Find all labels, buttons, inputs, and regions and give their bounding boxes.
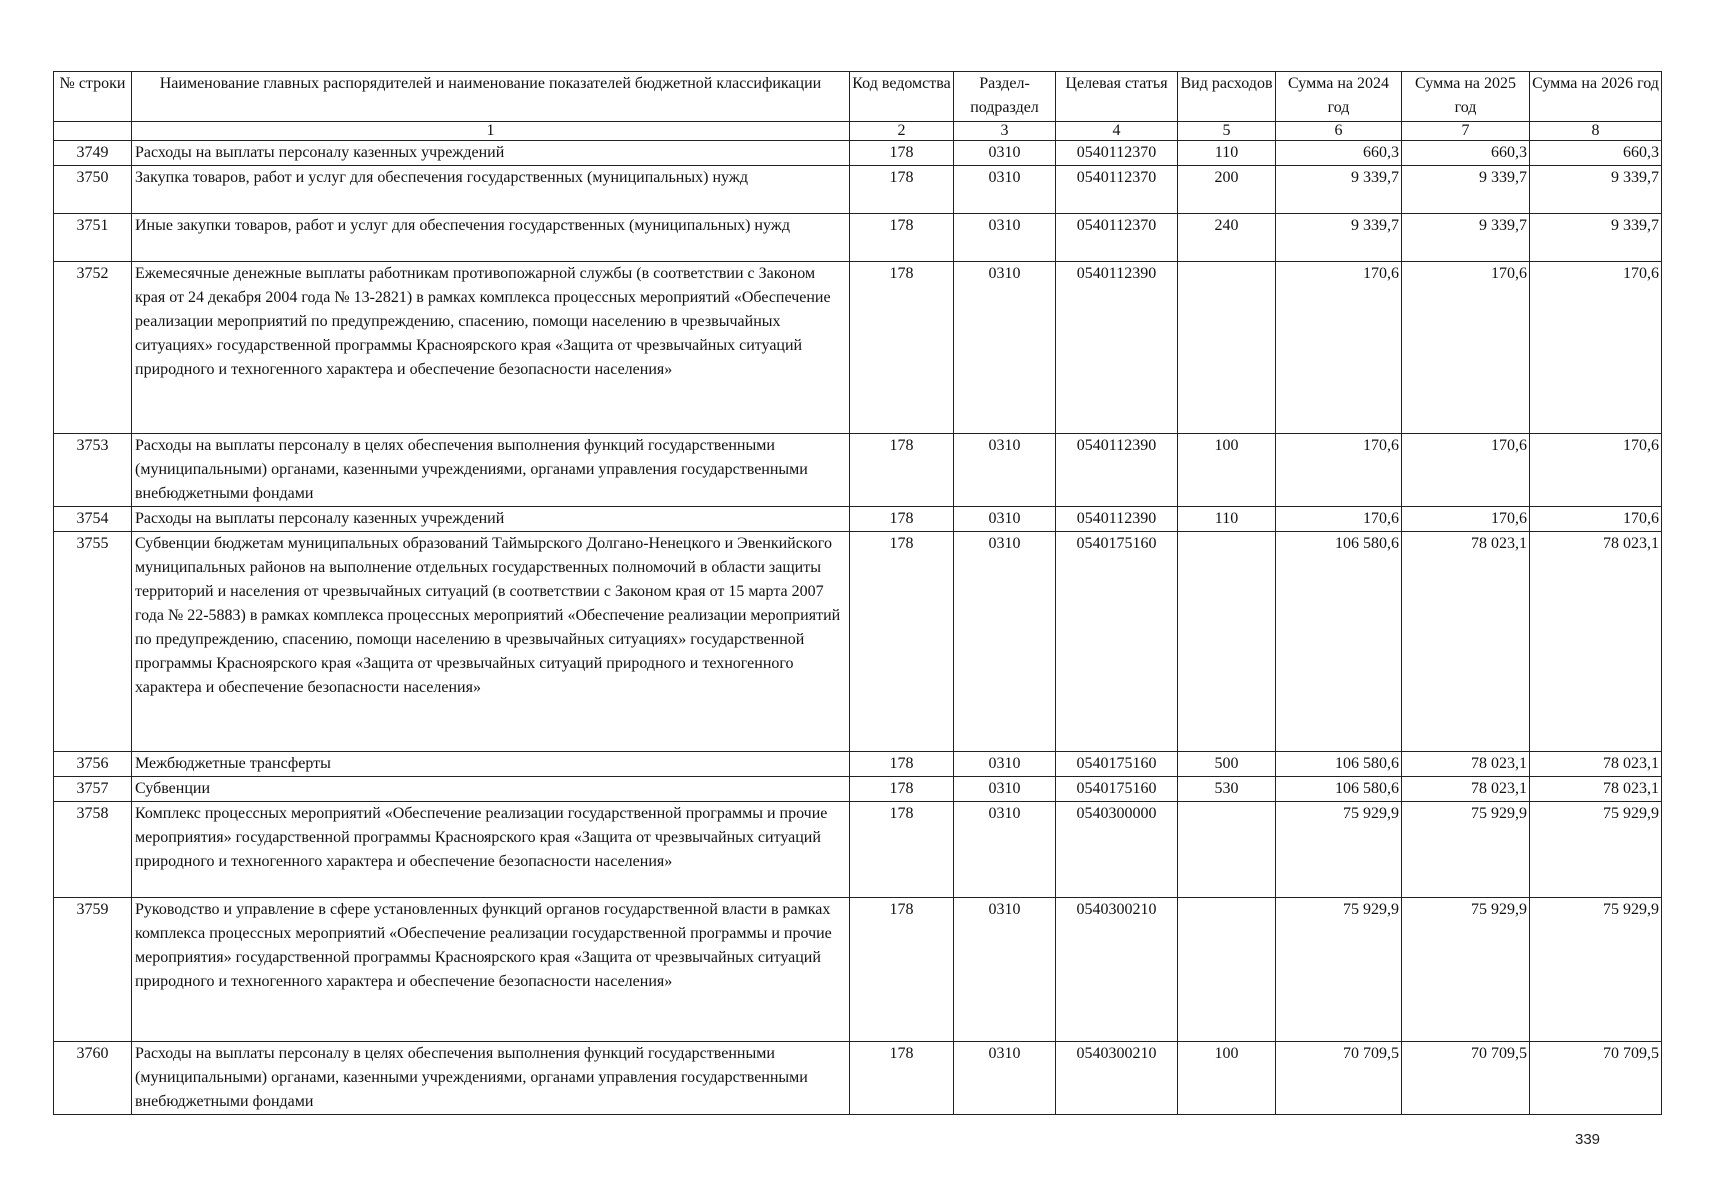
row-target-article: 0540300210 bbox=[1056, 898, 1178, 1042]
row-number: 3752 bbox=[54, 262, 132, 434]
row-department-code: 178 bbox=[850, 507, 954, 532]
row-target-article: 0540112370 bbox=[1056, 141, 1178, 166]
row-section: 0310 bbox=[954, 898, 1056, 1042]
row-name: Руководство и управление в сфере установленных функций органов государственной власти в рамках комплекса процессных мероприятий «Обеспечение реализации государственной программы и прочие мероприятия» государственной программы Красноярского края «Защита от чрезвычайных ситуаций природного и техногенного характера и обеспечение безопасности населения» bbox=[132, 898, 850, 1042]
row-target-article: 0540112390 bbox=[1056, 262, 1178, 434]
header-row-number: № строки bbox=[54, 72, 132, 122]
header-sum-2024: Сумма на 2024 год bbox=[1276, 72, 1402, 122]
row-sum-2026: 75 929,9 bbox=[1530, 802, 1662, 898]
row-name: Иные закупки товаров, работ и услуг для обеспечения государственных (муниципальных) нужд bbox=[132, 214, 850, 262]
row-sum-2025: 75 929,9 bbox=[1402, 802, 1530, 898]
row-name: Расходы на выплаты персоналу казенных учреждений bbox=[132, 507, 850, 532]
header-target-article: Целевая статья bbox=[1056, 72, 1178, 122]
column-number: 5 bbox=[1178, 122, 1276, 141]
table-row bbox=[54, 262, 1662, 434]
table-row bbox=[54, 752, 1662, 777]
row-sum-2026: 75 929,9 bbox=[1530, 898, 1662, 1042]
row-name: Субвенции бюджетам муниципальных образований Таймырского Долгано-Ненецкого и Эвенкийского муниципальных районов на выполнение отдельных государственных полномочий в области защиты территорий и населения от чрезвычайных ситуаций (в соответствии с Законом края от 15 марта 2007 года № 22-5883) в рамках комплекса процессных мероприятий «Обеспечение реализации мероприятий по предупреждению, спасению, помощи населению в чрезвычайных ситуациях» государственной программы Красноярского края «Защита от чрезвычайных ситуаций природного и техногенного характера и обеспечение безопасности населения» bbox=[132, 532, 850, 752]
row-expense-type bbox=[1178, 262, 1276, 434]
row-sum-2025: 75 929,9 bbox=[1402, 898, 1530, 1042]
row-department-code: 178 bbox=[850, 434, 954, 507]
row-department-code: 178 bbox=[850, 1042, 954, 1115]
row-target-article: 0540112370 bbox=[1056, 166, 1178, 214]
row-sum-2024: 106 580,6 bbox=[1276, 777, 1402, 802]
row-sum-2026: 170,6 bbox=[1530, 507, 1662, 532]
table-row bbox=[54, 802, 1662, 898]
header-name: Наименование главных распорядителей и наименование показателей бюджетной классификации bbox=[132, 72, 850, 122]
row-target-article: 0540175160 bbox=[1056, 532, 1178, 752]
header-department-code: Код ведомства bbox=[850, 72, 954, 122]
row-expense-type: 100 bbox=[1178, 1042, 1276, 1115]
row-number: 3756 bbox=[54, 752, 132, 777]
row-sum-2026: 78 023,1 bbox=[1530, 532, 1662, 752]
row-sum-2025: 78 023,1 bbox=[1402, 752, 1530, 777]
row-department-code: 178 bbox=[850, 777, 954, 802]
row-sum-2024: 70 709,5 bbox=[1276, 1042, 1402, 1115]
column-number: 7 bbox=[1402, 122, 1530, 141]
row-sum-2025: 170,6 bbox=[1402, 507, 1530, 532]
row-target-article: 0540112390 bbox=[1056, 434, 1178, 507]
row-number: 3759 bbox=[54, 898, 132, 1042]
row-sum-2026: 170,6 bbox=[1530, 262, 1662, 434]
row-section: 0310 bbox=[954, 434, 1056, 507]
table-row bbox=[54, 898, 1662, 1042]
table-header bbox=[54, 72, 1662, 141]
row-expense-type: 240 bbox=[1178, 214, 1276, 262]
row-sum-2025: 170,6 bbox=[1402, 262, 1530, 434]
row-section: 0310 bbox=[954, 777, 1056, 802]
column-number-row bbox=[54, 122, 1662, 141]
column-number: 3 bbox=[954, 122, 1056, 141]
row-sum-2025: 9 339,7 bbox=[1402, 166, 1530, 214]
row-section: 0310 bbox=[954, 802, 1056, 898]
row-sum-2025: 9 339,7 bbox=[1402, 214, 1530, 262]
row-expense-type: 110 bbox=[1178, 507, 1276, 532]
row-name: Расходы на выплаты персоналу казенных учреждений bbox=[132, 141, 850, 166]
row-expense-type bbox=[1178, 802, 1276, 898]
row-department-code: 178 bbox=[850, 532, 954, 752]
row-sum-2026: 70 709,5 bbox=[1530, 1042, 1662, 1115]
row-number: 3757 bbox=[54, 777, 132, 802]
row-number: 3749 bbox=[54, 141, 132, 166]
row-sum-2025: 70 709,5 bbox=[1402, 1042, 1530, 1115]
row-sum-2025: 78 023,1 bbox=[1402, 532, 1530, 752]
row-section: 0310 bbox=[954, 262, 1056, 434]
table-row bbox=[54, 777, 1662, 802]
row-target-article: 0540300210 bbox=[1056, 1042, 1178, 1115]
row-department-code: 178 bbox=[850, 214, 954, 262]
row-section: 0310 bbox=[954, 141, 1056, 166]
row-section: 0310 bbox=[954, 532, 1056, 752]
row-name: Комплекс процессных мероприятий «Обеспечение реализации государственной программы и прочие мероприятия» государственной программы Красноярского края «Защита от чрезвычайных ситуаций природного и техногенного характера и обеспечение безопасности населения» bbox=[132, 802, 850, 898]
column-number: 1 bbox=[132, 122, 850, 141]
row-expense-type: 200 bbox=[1178, 166, 1276, 214]
row-sum-2024: 75 929,9 bbox=[1276, 898, 1402, 1042]
row-expense-type: 500 bbox=[1178, 752, 1276, 777]
row-number: 3755 bbox=[54, 532, 132, 752]
row-sum-2026: 9 339,7 bbox=[1530, 166, 1662, 214]
row-name: Закупка товаров, работ и услуг для обеспечения государственных (муниципальных) нужд bbox=[132, 166, 850, 214]
row-section: 0310 bbox=[954, 752, 1056, 777]
row-sum-2026: 660,3 bbox=[1530, 141, 1662, 166]
budget-table bbox=[53, 71, 1662, 1115]
header-sum-2026: Сумма на 2026 год bbox=[1530, 72, 1662, 122]
row-sum-2024: 9 339,7 bbox=[1276, 166, 1402, 214]
table-row bbox=[54, 214, 1662, 262]
row-sum-2026: 170,6 bbox=[1530, 434, 1662, 507]
row-section: 0310 bbox=[954, 507, 1056, 532]
row-name: Расходы на выплаты персоналу в целях обеспечения выполнения функций государственными (муниципальными) органами, казенными учреждениями, органами управления государственными внебюджетными фондами bbox=[132, 1042, 850, 1115]
row-number: 3758 bbox=[54, 802, 132, 898]
row-section: 0310 bbox=[954, 166, 1056, 214]
row-number: 3760 bbox=[54, 1042, 132, 1115]
table-row bbox=[54, 1042, 1662, 1115]
column-number: 4 bbox=[1056, 122, 1178, 141]
row-section: 0310 bbox=[954, 1042, 1056, 1115]
row-sum-2024: 170,6 bbox=[1276, 262, 1402, 434]
row-expense-type: 530 bbox=[1178, 777, 1276, 802]
row-sum-2024: 170,6 bbox=[1276, 507, 1402, 532]
column-number: 6 bbox=[1276, 122, 1402, 141]
row-sum-2024: 106 580,6 bbox=[1276, 752, 1402, 777]
row-target-article: 0540112390 bbox=[1056, 507, 1178, 532]
row-sum-2026: 9 339,7 bbox=[1530, 214, 1662, 262]
row-sum-2024: 75 929,9 bbox=[1276, 802, 1402, 898]
table-row bbox=[54, 166, 1662, 214]
row-sum-2024: 9 339,7 bbox=[1276, 214, 1402, 262]
table-body bbox=[54, 141, 1662, 1115]
row-name: Расходы на выплаты персоналу в целях обеспечения выполнения функций государственными (муниципальными) органами, казенными учреждениями, органами управления государственными внебюджетными фондами bbox=[132, 434, 850, 507]
page-number: 339 bbox=[1575, 1131, 1601, 1148]
row-department-code: 178 bbox=[850, 802, 954, 898]
row-target-article: 0540175160 bbox=[1056, 752, 1178, 777]
header-row bbox=[54, 72, 1662, 122]
row-sum-2024: 170,6 bbox=[1276, 434, 1402, 507]
row-department-code: 178 bbox=[850, 141, 954, 166]
row-expense-type bbox=[1178, 898, 1276, 1042]
row-sum-2026: 78 023,1 bbox=[1530, 752, 1662, 777]
row-target-article: 0540112370 bbox=[1056, 214, 1178, 262]
row-sum-2024: 660,3 bbox=[1276, 141, 1402, 166]
table-row bbox=[54, 532, 1662, 752]
column-number: 2 bbox=[850, 122, 954, 141]
header-sum-2025: Сумма на 2025 год bbox=[1402, 72, 1530, 122]
column-number bbox=[54, 122, 132, 141]
row-department-code: 178 bbox=[850, 898, 954, 1042]
row-department-code: 178 bbox=[850, 262, 954, 434]
table-row bbox=[54, 434, 1662, 507]
table-row bbox=[54, 507, 1662, 532]
row-sum-2025: 660,3 bbox=[1402, 141, 1530, 166]
row-name: Ежемесячные денежные выплаты работникам противопожарной службы (в соответствии с Законом края от 24 декабря 2004 года № 13-2821) в рамках комплекса процессных мероприятий «Обеспечение реализации мероприятий по предупреждению, спасению, помощи населению в чрезвычайных ситуациях» государственной программы Красноярского края «Защита от чрезвычайных ситуаций природного и техногенного характера и обеспечение безопасности населения» bbox=[132, 262, 850, 434]
row-sum-2024: 106 580,6 bbox=[1276, 532, 1402, 752]
row-department-code: 178 bbox=[850, 166, 954, 214]
column-number: 8 bbox=[1530, 122, 1662, 141]
row-sum-2026: 78 023,1 bbox=[1530, 777, 1662, 802]
row-number: 3753 bbox=[54, 434, 132, 507]
row-number: 3751 bbox=[54, 214, 132, 262]
row-department-code: 178 bbox=[850, 752, 954, 777]
row-sum-2025: 78 023,1 bbox=[1402, 777, 1530, 802]
row-name: Межбюджетные трансферты bbox=[132, 752, 850, 777]
row-expense-type: 110 bbox=[1178, 141, 1276, 166]
header-section: Раздел-подраздел bbox=[954, 72, 1056, 122]
row-expense-type: 100 bbox=[1178, 434, 1276, 507]
row-target-article: 0540175160 bbox=[1056, 777, 1178, 802]
header-expense-type: Вид расходов bbox=[1178, 72, 1276, 122]
row-name: Субвенции bbox=[132, 777, 850, 802]
row-target-article: 0540300000 bbox=[1056, 802, 1178, 898]
row-number: 3750 bbox=[54, 166, 132, 214]
table-row bbox=[54, 141, 1662, 166]
row-sum-2025: 170,6 bbox=[1402, 434, 1530, 507]
row-expense-type bbox=[1178, 532, 1276, 752]
row-number: 3754 bbox=[54, 507, 132, 532]
row-section: 0310 bbox=[954, 214, 1056, 262]
